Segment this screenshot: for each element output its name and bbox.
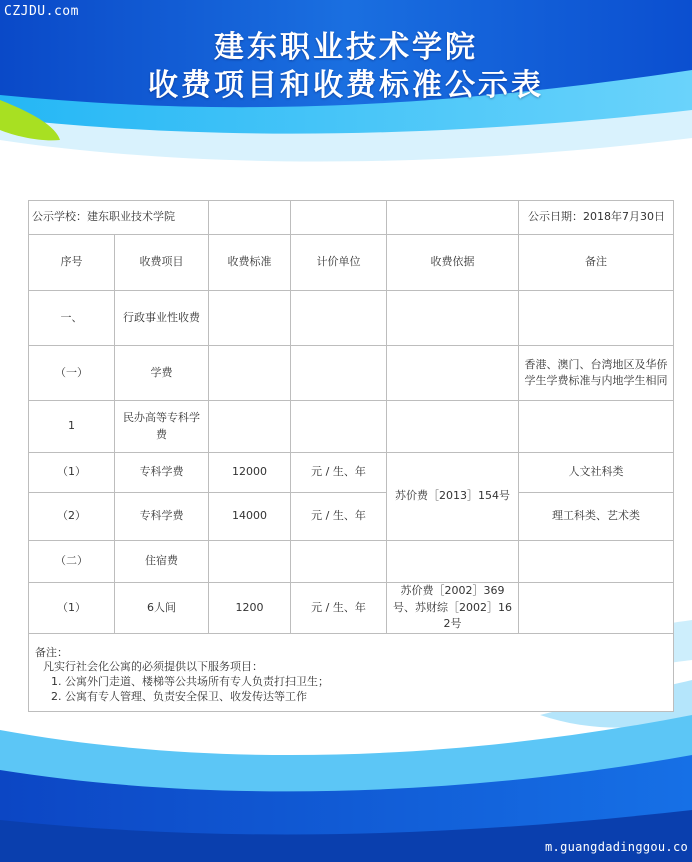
notes-item: 1. 公寓外门走道、楼梯等公共场所有专人负责打扫卫生； (51, 675, 329, 689)
meta-blank (291, 201, 387, 235)
header-cell-standard: 收费标准 (209, 235, 291, 291)
cell-remark (519, 583, 674, 634)
cell-standard (209, 291, 291, 346)
cell-standard: 1200 (209, 583, 291, 634)
cell-unit: 元 / 生、年 (291, 583, 387, 634)
fee-table (28, 200, 674, 712)
cell-remark (519, 541, 674, 583)
header-cell-basis: 收费依据 (387, 235, 519, 291)
header-row (29, 235, 674, 291)
table-row (29, 541, 674, 583)
cell-item: 学费 (115, 346, 209, 401)
cell-item: 6人间 (115, 583, 209, 634)
cell-item: 住宿费 (115, 541, 209, 583)
cell-unit: 元 / 生、年 (291, 493, 387, 541)
cell-standard (209, 541, 291, 583)
table-row (29, 291, 674, 346)
cell-remark (519, 291, 674, 346)
cell-unit (291, 401, 387, 453)
cell-unit (291, 291, 387, 346)
notes-cell (29, 633, 674, 711)
table-row (29, 493, 674, 541)
meta-blank (209, 201, 291, 235)
cell-no: （1） (29, 583, 115, 634)
cell-item: 专科学费 (115, 453, 209, 493)
cell-remark (519, 401, 674, 453)
cell-no: （1） (29, 453, 115, 493)
watermark-top-left: CZJDU.com (4, 4, 79, 19)
date-label: 公示日期：2018年7月30日 (519, 201, 674, 235)
cell-no: （二） (29, 541, 115, 583)
table-row (29, 453, 674, 493)
cell-basis (387, 541, 519, 583)
cell-standard: 12000 (209, 453, 291, 493)
cell-remark: 理工科类、艺术类 (519, 493, 674, 541)
notes-intro: 凡实行社会化公寓的必须提供以下服务项目： (43, 660, 263, 674)
cell-item: 行政事业性收费 (115, 291, 209, 346)
cell-basis (387, 401, 519, 453)
cell-remark: 人文社科类 (519, 453, 674, 493)
cell-basis: 苏价费［2002］369号、苏财综［2002］162号 (387, 583, 519, 634)
header-cell-no: 序号 (29, 235, 115, 291)
table-row (29, 346, 674, 401)
cell-unit (291, 541, 387, 583)
school-label: 公示学校：建东职业技术学院 (29, 201, 209, 235)
header-cell-unit: 计价单位 (291, 235, 387, 291)
watermark-bottom-right: m.guangdadinggou.co (545, 840, 688, 854)
cell-item: 专科学费 (115, 493, 209, 541)
cell-standard (209, 346, 291, 401)
notes-label: 备注： (35, 645, 68, 659)
cell-standard: 14000 (209, 493, 291, 541)
meta-row (29, 201, 674, 235)
page-subtitle: 收费项目和收费标准公示表 (148, 68, 544, 103)
cell-item: 民办高等专科学费 (115, 401, 209, 453)
cell-no: 一、 (29, 291, 115, 346)
cell-remark: 香港、澳门、台湾地区及华侨学生学费标准与内地学生相同 (519, 346, 674, 401)
header-cell-item: 收费项目 (115, 235, 209, 291)
cell-unit (291, 346, 387, 401)
meta-blank (387, 201, 519, 235)
table-row (29, 583, 674, 634)
cell-no: 1 (29, 401, 115, 453)
cell-basis (387, 346, 519, 401)
cell-basis (387, 291, 519, 346)
cell-unit: 元 / 生、年 (291, 453, 387, 493)
page-title: 建东职业技术学院 (214, 30, 478, 65)
cell-no: （一） (29, 346, 115, 401)
notes-item: 2. 公寓有专人管理、负责安全保卫、收发传达等工作 (51, 690, 307, 704)
cell-basis: 苏价费［2013］154号 (387, 453, 519, 541)
cell-standard (209, 401, 291, 453)
table-row (29, 401, 674, 453)
cell-no: （2） (29, 493, 115, 541)
notes-row (29, 633, 674, 711)
header-cell-remark: 备注 (519, 235, 674, 291)
